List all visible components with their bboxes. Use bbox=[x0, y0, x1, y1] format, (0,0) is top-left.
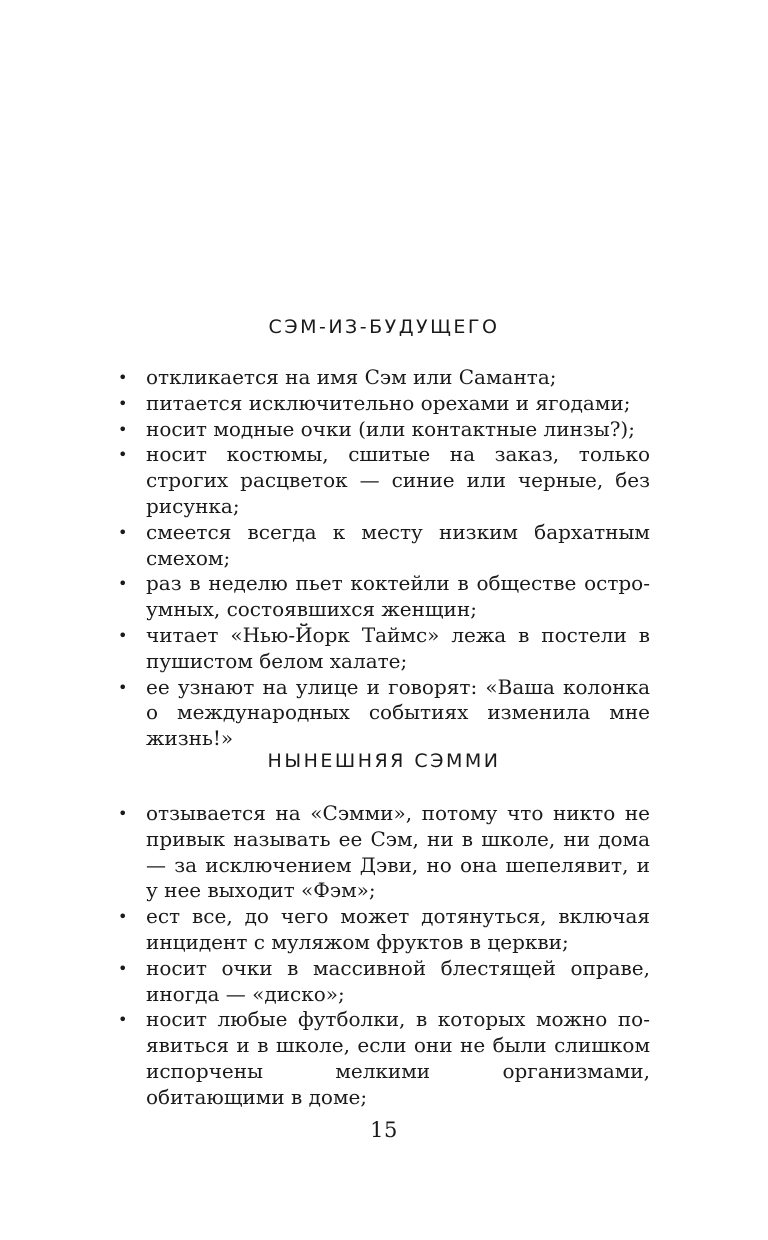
list-item bbox=[118, 365, 650, 391]
bullet-icon: • bbox=[118, 804, 128, 823]
list-item-text: питается исключительно орехами и ягодами; bbox=[146, 390, 631, 415]
list-item bbox=[118, 904, 650, 956]
bullet-icon: • bbox=[118, 419, 128, 439]
list-item bbox=[118, 801, 650, 904]
list-item-text: смеется всегда к месту низким бархатным смехом; bbox=[146, 519, 650, 570]
list-item-text: носит модные очки (или контактные линзы?); bbox=[146, 416, 635, 441]
bullet-icon: • bbox=[118, 907, 128, 927]
list-item bbox=[118, 520, 650, 572]
list-item bbox=[118, 956, 650, 1008]
future-traits-list bbox=[118, 365, 650, 752]
bullet-icon: • bbox=[118, 1010, 128, 1030]
bullet-icon: • bbox=[118, 522, 128, 542]
list-item bbox=[118, 675, 650, 752]
bullet-icon: • bbox=[118, 677, 128, 697]
list-item bbox=[118, 417, 650, 443]
list-item-text: носит очки в массивной блестящей оправе, иногда — «диско»; bbox=[146, 955, 650, 1006]
bullet-icon: • bbox=[118, 445, 128, 465]
list-item-text: откликается на имя Сэм или Саманта; bbox=[146, 365, 557, 389]
list-item-text: носит костюмы, сшитые на заказ, только строгих расцветок — синие или черные, без рисунка; bbox=[146, 442, 650, 518]
section-title-future: СЭМ-ИЗ-БУДУЩЕГО bbox=[268, 316, 500, 338]
list-item-text: отзывается на «Сэмми», потому что никто не привык называть ее Сэм, ни в школе, ни дома — за исключением Дэви, но она шепелявит, и у нее выходит «Фэм»; bbox=[146, 801, 650, 903]
list-item-text: ест все, до чего может дотянуться, включая инцидент с муляжом фруктов в церкви; bbox=[146, 904, 650, 954]
list-item bbox=[118, 1007, 650, 1110]
page-number: 15 bbox=[370, 1118, 398, 1142]
bullet-icon: • bbox=[118, 958, 128, 978]
bullet-icon: • bbox=[118, 574, 128, 594]
list-item bbox=[118, 623, 650, 675]
list-item-text: ее узнают на улице и говорят: «Ваша колонка о международных событиях изменила мне жизнь!» bbox=[146, 674, 650, 751]
list-item-text: носит любые футболки, в которых можно появиться и в школе, если они не были слишком испорчены мелкими организмами, обитающими в доме; bbox=[146, 1007, 650, 1109]
section-title-present: НЫНЕШНЯЯ СЭММИ bbox=[267, 750, 501, 772]
list-item-text: читает «Нью-Йорк Таймс» лежа в постели в пушистом белом халате; bbox=[146, 622, 650, 673]
present-traits-list bbox=[118, 801, 650, 1111]
list-item bbox=[118, 442, 650, 519]
bullet-icon: • bbox=[118, 625, 128, 645]
list-item bbox=[118, 571, 650, 623]
list-item bbox=[118, 391, 650, 417]
list-item-text: раз в неделю пьет коктейли в обществе остроумных, состоявшихся женщин; bbox=[146, 571, 650, 622]
bullet-icon: • bbox=[118, 368, 128, 387]
bullet-icon: • bbox=[118, 393, 128, 413]
